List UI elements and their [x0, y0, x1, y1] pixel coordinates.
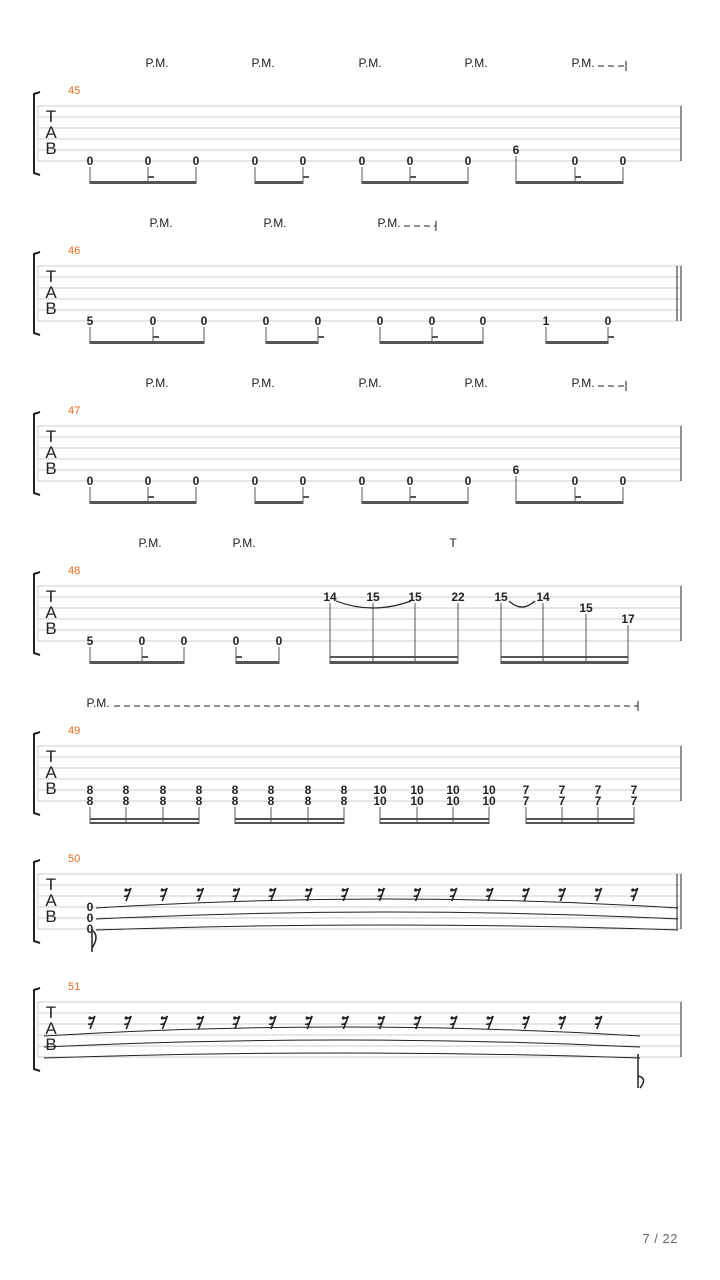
- fret-number: 15: [579, 601, 593, 615]
- rest-symbol: [196, 888, 203, 901]
- rest-symbol: [233, 888, 240, 901]
- beamlet: [148, 496, 154, 498]
- tab-clef-letter: T: [45, 747, 57, 766]
- rest-dot: [197, 1016, 200, 1019]
- fret-number: 8: [340, 794, 348, 808]
- palm-mute-label: P.M.: [377, 216, 401, 230]
- beamlet: [142, 656, 148, 658]
- fret-number: 8: [304, 794, 312, 808]
- palm-mute-label: P.M.: [149, 216, 173, 230]
- palm-mute-label: P.M.: [251, 56, 275, 70]
- rest-dot: [523, 888, 526, 891]
- tap-label: T: [449, 536, 457, 550]
- fret-number: 0: [144, 154, 152, 168]
- rest-dot: [487, 1016, 490, 1019]
- beam: [380, 341, 483, 344]
- rest-dot: [486, 888, 489, 891]
- fret-number: 0: [479, 314, 487, 328]
- tab-clef-letter: B: [45, 139, 57, 158]
- system-bracket: [34, 92, 40, 175]
- tab-clef-letter: T: [45, 875, 57, 894]
- rest-symbol: [595, 1016, 602, 1029]
- fret-number: 0: [262, 314, 270, 328]
- fret-number: 6: [512, 463, 520, 477]
- fret-number: 0: [406, 474, 414, 488]
- beamlet: [410, 176, 416, 178]
- staff-system-47: [34, 376, 681, 504]
- beam: [235, 822, 344, 824]
- palm-mute-label: P.M.: [138, 536, 162, 550]
- tab-clef-letter: A: [45, 123, 57, 142]
- rest-dot: [342, 888, 345, 891]
- rest-dot: [378, 888, 381, 891]
- fret-number: 0: [192, 474, 200, 488]
- tab-clef-letter: A: [45, 763, 57, 782]
- page-number: 7 / 22: [642, 1231, 678, 1246]
- beam: [526, 818, 634, 820]
- beam: [236, 661, 279, 664]
- palm-mute-label: P.M.: [358, 56, 382, 70]
- rest-dot: [305, 888, 308, 891]
- rest-symbol: [559, 1016, 566, 1029]
- tab-clef-letter: A: [45, 891, 57, 910]
- fret-number: 15: [366, 590, 380, 604]
- tab-clef-letter: B: [45, 907, 57, 926]
- measure-number: 45: [68, 85, 81, 97]
- beamlet: [148, 176, 154, 178]
- beam: [516, 181, 623, 184]
- rest-dot: [342, 1016, 345, 1019]
- fret-number: 0: [376, 314, 384, 328]
- rest-symbol: [88, 1016, 95, 1029]
- fret-number: 0: [619, 474, 627, 488]
- rest-dot: [124, 888, 127, 891]
- fret-number: 8: [122, 783, 130, 797]
- beamlet: [303, 176, 309, 178]
- palm-mute-label: P.M.: [571, 56, 595, 70]
- beam: [330, 661, 458, 664]
- beam: [330, 656, 458, 658]
- beam: [546, 341, 608, 344]
- fret-number: 10: [446, 794, 460, 808]
- palm-mute-label: P.M.: [464, 376, 488, 390]
- measure-number: 51: [68, 981, 81, 993]
- fret-number: 10: [410, 783, 424, 797]
- fret-number: 14: [323, 590, 337, 604]
- tab-clef-letter: B: [45, 619, 57, 638]
- palm-mute-label: P.M.: [145, 56, 169, 70]
- fret-number: 0: [251, 154, 259, 168]
- fret-number: 14: [536, 590, 550, 604]
- rest-symbol: [450, 1016, 457, 1029]
- fret-number: 0: [232, 634, 240, 648]
- rest-dot: [631, 888, 634, 891]
- fret-number: 17: [621, 612, 635, 626]
- beamlet: [608, 336, 614, 338]
- fret-number: 10: [482, 794, 496, 808]
- beamlet: [432, 336, 438, 338]
- rest-dot: [523, 1016, 526, 1019]
- rest-dot: [595, 1016, 598, 1019]
- rest-dot: [414, 1016, 417, 1019]
- rest-dot: [161, 1016, 164, 1019]
- rest-dot: [125, 1016, 128, 1019]
- rest-dot: [414, 888, 417, 891]
- fret-number: 0: [200, 314, 208, 328]
- rest-dot: [269, 888, 272, 891]
- beamlet: [236, 656, 242, 658]
- measure-number: 47: [68, 405, 81, 417]
- slur: [509, 601, 535, 607]
- system-bracket: [34, 732, 40, 815]
- rest-dot: [559, 1016, 562, 1019]
- fret-number: 8: [231, 794, 239, 808]
- beam: [516, 501, 623, 504]
- fret-number: 0: [251, 474, 259, 488]
- fret-number: 10: [373, 794, 387, 808]
- fret-number: 10: [373, 783, 387, 797]
- rest-symbol: [522, 1016, 529, 1029]
- tab-clef-letter: T: [45, 587, 57, 606]
- beam: [362, 501, 468, 504]
- tab-clef-letter: T: [45, 427, 57, 446]
- palm-mute-label: P.M.: [358, 376, 382, 390]
- palm-mute-label: P.M.: [86, 696, 110, 710]
- rest-dot: [450, 1016, 453, 1019]
- fret-number: 7: [558, 783, 566, 797]
- fret-number: 0: [358, 154, 366, 168]
- fret-number: 7: [594, 783, 602, 797]
- fret-number: 0: [571, 474, 579, 488]
- beam: [526, 822, 634, 824]
- fret-number: 7: [522, 783, 530, 797]
- system-bracket: [34, 860, 40, 943]
- beam: [235, 818, 344, 820]
- tab-clef-letter: B: [45, 459, 57, 478]
- fret-number: 0: [619, 154, 627, 168]
- fret-number: 8: [159, 794, 167, 808]
- staff-system-48: [34, 536, 681, 664]
- palm-mute-label: P.M.: [145, 376, 169, 390]
- fret-number: 15: [408, 590, 422, 604]
- beam: [90, 661, 184, 664]
- beam: [90, 822, 199, 824]
- beamlet: [318, 336, 324, 338]
- fret-number: 22: [451, 590, 465, 604]
- tab-clef-letter: T: [45, 267, 57, 286]
- rest-dot: [450, 888, 453, 891]
- fret-number: 7: [522, 794, 530, 808]
- fret-number: 0: [86, 154, 94, 168]
- beam: [90, 341, 204, 344]
- fret-number: 0: [275, 634, 283, 648]
- rest-dot: [559, 888, 562, 891]
- fret-number: 0: [86, 911, 94, 925]
- tab-clef-letter: T: [45, 107, 57, 126]
- tab-clef-letter: B: [45, 299, 57, 318]
- rest-dot: [306, 1016, 309, 1019]
- note-flag: [638, 1076, 644, 1088]
- palm-mute-label: P.M.: [464, 56, 488, 70]
- tab-clef-letter: T: [45, 1003, 57, 1022]
- rest-symbol: [269, 888, 276, 901]
- tab-clef-letter: A: [45, 443, 57, 462]
- fret-number: 7: [594, 794, 602, 808]
- rest-symbol: [233, 1016, 240, 1029]
- fret-number: 8: [340, 783, 348, 797]
- beam: [501, 661, 628, 664]
- fret-number: 0: [428, 314, 436, 328]
- beam: [380, 818, 489, 820]
- fret-number: 0: [180, 634, 188, 648]
- fret-number: 0: [299, 474, 307, 488]
- rest-symbol: [197, 1016, 204, 1029]
- fret-number: 6: [512, 143, 520, 157]
- fret-number: 7: [558, 794, 566, 808]
- rest-symbol: [124, 888, 131, 901]
- rest-dot: [88, 1016, 91, 1019]
- rest-symbol: [486, 888, 493, 901]
- tab-clef-letter: A: [45, 283, 57, 302]
- fret-number: 10: [482, 783, 496, 797]
- beam: [90, 501, 196, 504]
- palm-mute-label: P.M.: [251, 376, 275, 390]
- fret-number: 0: [144, 474, 152, 488]
- system-bracket: [34, 572, 40, 655]
- beamlet: [153, 336, 159, 338]
- measure-number: 48: [68, 565, 81, 577]
- staff-system-46: [34, 216, 681, 344]
- fret-number: 0: [86, 922, 94, 936]
- rest-symbol: [558, 888, 565, 901]
- rest-symbol: [305, 888, 312, 901]
- fret-number: 8: [195, 783, 203, 797]
- measure-number: 50: [68, 853, 81, 865]
- fret-number: 8: [231, 783, 239, 797]
- fret-number: 8: [122, 794, 130, 808]
- beamlet: [575, 496, 581, 498]
- rest-symbol: [522, 888, 529, 901]
- rest-dot: [161, 888, 164, 891]
- fret-number: 0: [464, 474, 472, 488]
- tab-clef-letter: B: [45, 779, 57, 798]
- fret-number: 0: [358, 474, 366, 488]
- staff-system-49: [34, 696, 681, 824]
- fret-number: 0: [299, 154, 307, 168]
- beam: [501, 656, 628, 658]
- beam: [255, 181, 303, 184]
- fret-number: 15: [494, 590, 508, 604]
- fret-number: 8: [267, 794, 275, 808]
- tab-clef-letter: A: [45, 603, 57, 622]
- beam: [380, 822, 489, 824]
- palm-mute-label: P.M.: [571, 376, 595, 390]
- beam: [266, 341, 318, 344]
- fret-number: 5: [86, 314, 94, 328]
- measure-number: 46: [68, 245, 81, 257]
- beamlet: [303, 496, 309, 498]
- beam: [90, 181, 196, 184]
- fret-number: 10: [446, 783, 460, 797]
- fret-number: 0: [464, 154, 472, 168]
- fret-number: 8: [86, 783, 94, 797]
- fret-number: 0: [571, 154, 579, 168]
- rest-symbol: [486, 1016, 493, 1029]
- rest-symbol: [160, 888, 167, 901]
- fret-number: 1: [542, 314, 550, 328]
- staff-system-50: [34, 853, 681, 952]
- fret-number: 8: [267, 783, 275, 797]
- rest-dot: [378, 1016, 381, 1019]
- palm-mute-label: P.M.: [232, 536, 256, 550]
- rest-dot: [233, 1016, 236, 1019]
- fret-number: 0: [192, 154, 200, 168]
- beam: [362, 181, 468, 184]
- fret-number: 0: [314, 314, 322, 328]
- staff-system-51: [34, 981, 681, 1088]
- fret-number: 5: [86, 634, 94, 648]
- rest-symbol: [595, 888, 602, 901]
- rest-symbol: [160, 1016, 167, 1029]
- rest-dot: [233, 888, 236, 891]
- fret-number: 7: [630, 783, 638, 797]
- rest-symbol: [631, 888, 638, 901]
- fret-number: 0: [86, 474, 94, 488]
- fret-number: 8: [86, 794, 94, 808]
- fret-number: 8: [195, 794, 203, 808]
- fret-number: 7: [630, 794, 638, 808]
- system-bracket: [34, 252, 40, 335]
- fret-number: 0: [86, 900, 94, 914]
- beam: [90, 818, 199, 820]
- fret-number: 0: [138, 634, 146, 648]
- system-bracket: [34, 412, 40, 495]
- tab-clef-letter: A: [45, 1019, 57, 1038]
- fret-number: 8: [159, 783, 167, 797]
- rest-dot: [595, 888, 598, 891]
- beamlet: [575, 176, 581, 178]
- palm-mute-label: P.M.: [263, 216, 287, 230]
- rest-dot: [269, 1016, 272, 1019]
- tab-clef-letter: B: [45, 1035, 57, 1054]
- fret-number: 0: [604, 314, 612, 328]
- system-bracket: [34, 988, 40, 1071]
- fret-number: 10: [410, 794, 424, 808]
- rest-symbol: [124, 1016, 131, 1029]
- measure-number: 49: [68, 725, 81, 737]
- beamlet: [410, 496, 416, 498]
- beam: [255, 501, 303, 504]
- fret-number: 0: [406, 154, 414, 168]
- staff-system-45: [34, 56, 681, 184]
- rest-dot: [197, 888, 200, 891]
- fret-number: 8: [304, 783, 312, 797]
- fret-number: 0: [149, 314, 157, 328]
